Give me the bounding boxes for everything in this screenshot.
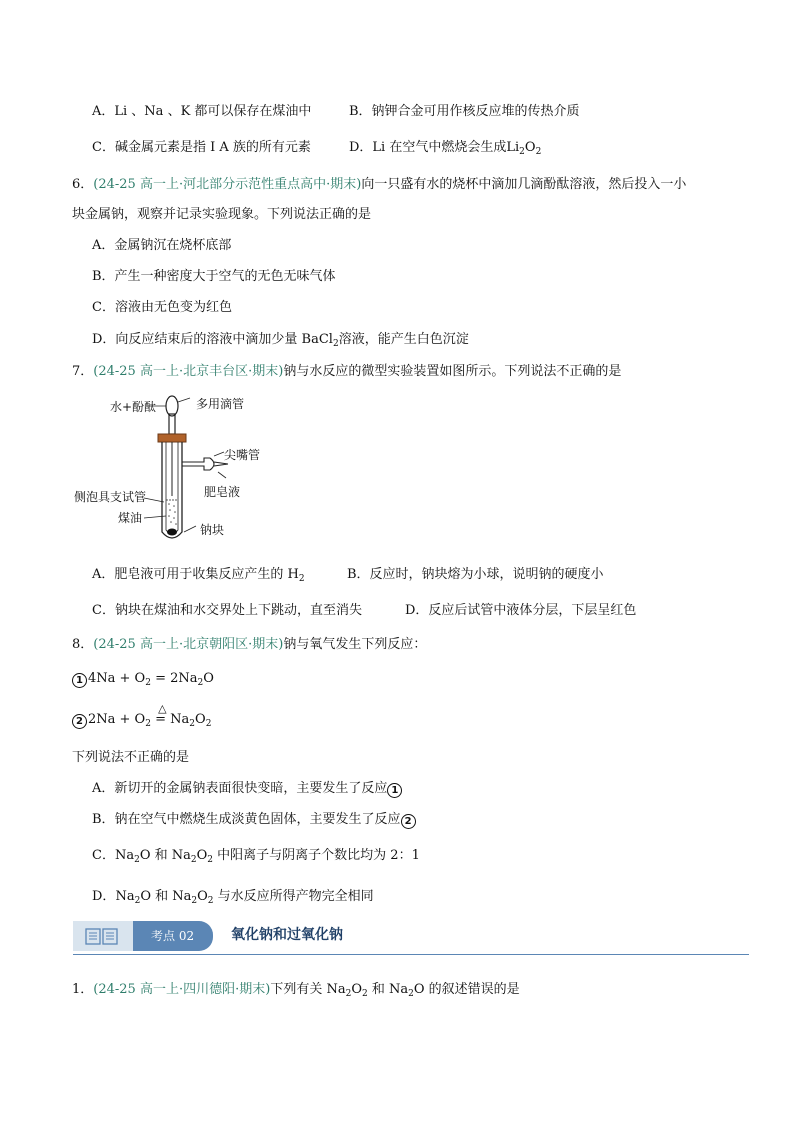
q7-source: (24-25 高一上·北京丰台区·期末) (93, 364, 284, 379)
q8-option-d: D．$Na_2O$ 和 $Na_2O_2$ 与水反应所得产物完全相同 (92, 889, 374, 906)
label-sodium: 钠块 (200, 523, 225, 537)
heat-condition: △ = (155, 702, 167, 727)
circled-number-1: 1 (387, 783, 402, 798)
q6-option-b: B．产生一种密度大于空气的无色无味气体 (92, 269, 336, 284)
label-dropper: 多用滴管 (196, 397, 245, 411)
q8-option-b: B．钠在空气中燃烧生成淡黄色固体，主要发生了反应 2 (92, 811, 417, 829)
q5-option-d: D．Li 在空气中燃烧会生成$Li_2O_2$ (349, 140, 542, 157)
q8-reaction-2: 2 $2Na + O_2$ △ = $Na_2O_2$ (72, 711, 211, 733)
q5-option-a: A．Li 、Na 、K 都可以保存在煤油中 (92, 104, 312, 119)
next-q1-source: (24-25 高一上·四川德阳·期末) (93, 982, 271, 997)
q7-option-d: D．反应后试管中液体分层，下层呈红色 (405, 603, 637, 618)
dropper-stem (169, 414, 175, 434)
q6-option-c: C．溶液由无色变为红色 (92, 300, 232, 315)
q5-option-b: B．钠钾合金可用作核反应堆的传热介质 (349, 104, 580, 119)
q8-lead: 下列说法不正确的是 (72, 750, 190, 765)
label-nozzle: 尖嘴管 (224, 448, 261, 462)
q8-reaction-1: 1 $4Na + O_2 = 2Na_2O$ (72, 670, 214, 692)
q7-stem: 7．(24-25 高一上·北京丰台区·期末)钠与水反应的微型实验装置如图所示。下列说法不正确的是 (72, 364, 622, 379)
sodium-block (167, 529, 177, 536)
dropper-bulb (166, 396, 178, 416)
q6-option-a: A．金属钠沉在烧杯底部 (92, 238, 232, 253)
circled-number-1: 1 (72, 673, 87, 688)
q8-option-a: A．新切开的金属钠表面很快变暗，主要发生了反应 1 (92, 780, 403, 798)
q5-option-c: C．碱金属元素是指 I A 族的所有元素 (92, 140, 311, 155)
circled-number-2: 2 (401, 814, 416, 829)
label-soap: 肥皂液 (204, 485, 241, 499)
label-water-phenolphthalein: 水+酚酞 (110, 400, 157, 414)
q7-option-a: A．肥皂液可用于收集反应产生的 $H_2$ (92, 567, 305, 584)
q6-stem: 6．(24-25 高一上·河北部分示范性重点高中·期末)向一只盛有水的烧杯中滴加几滴酚酞溶液，然后投入一小 (72, 177, 687, 192)
q7-option-c: C．钠块在煤油和水交界处上下跳动，直至消失 (92, 603, 362, 618)
q8-stem: 8．(24-25 高一上·北京朝阳区·期末)钠与氧气发生下列反应： (72, 637, 427, 652)
q6-option-d: D．向反应结束后的溶液中滴加少量 BaCl$_2$溶液，能产生白色沉淀 (92, 332, 469, 349)
q6-stem-line2: 块金属钠，观察并记录实验现象。下列说法正确的是 (72, 207, 372, 222)
q8-option-c: C．$Na_2O$ 和 $Na_2O_2$ 中阳离子与阴离子个数比均为 2：1 (92, 848, 420, 865)
kerosene-dots (168, 503, 177, 525)
stopper (158, 434, 186, 442)
circled-number-2: 2 (72, 714, 87, 729)
section-divider (73, 954, 749, 955)
label-tube: 侧泡具支试管 (74, 490, 147, 504)
q8-source: (24-25 高一上·北京朝阳区·期末) (93, 637, 284, 652)
section-title: 氧化钠和过氧化钠 (231, 927, 343, 943)
next-q1-stem: 1．(24-25 高一上·四川德阳·期末)下列有关 $Na_2O_2$ 和 $Na_2O$ 的叙述错误的是 (72, 982, 520, 999)
section-tag: 考点 02 (133, 921, 213, 951)
section-banner (73, 918, 749, 958)
book-icon (85, 928, 119, 945)
q7-option-b: B．反应时，钠块熔为小球，说明钠的硬度小 (347, 567, 604, 582)
sodium-water-apparatus-figure (86, 392, 266, 552)
q6-source: (24-25 高一上·河北部分示范性重点高中·期末) (93, 177, 362, 192)
label-kerosene: 煤油 (118, 511, 143, 525)
side-arm (182, 458, 210, 462)
